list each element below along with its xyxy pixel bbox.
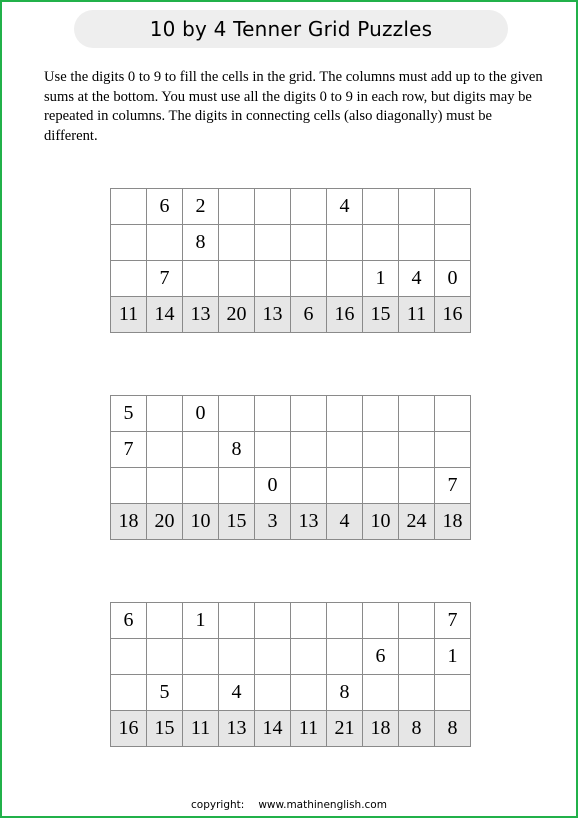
grid-cell[interactable]	[363, 225, 399, 261]
copyright-label: copyright:	[191, 799, 245, 811]
grid-cell[interactable]: 0	[183, 396, 219, 432]
grid-cell[interactable]	[399, 432, 435, 468]
grid-cell[interactable]	[363, 468, 399, 504]
grid-cell[interactable]	[147, 396, 183, 432]
grid-row	[111, 225, 471, 261]
title-banner	[74, 10, 508, 48]
grid-cell[interactable]	[291, 468, 327, 504]
grid-cell[interactable]	[219, 396, 255, 432]
grid-cell[interactable]: 4	[327, 189, 363, 225]
grid-cell[interactable]	[327, 603, 363, 639]
grid-cell[interactable]	[255, 225, 291, 261]
column-sum-cell: 18	[363, 711, 399, 747]
column-sum-cell: 18	[435, 504, 471, 540]
grid-cell[interactable]	[291, 603, 327, 639]
page-title: 10 by 4 Tenner Grid Puzzles	[149, 17, 433, 41]
column-sum-cell: 8	[435, 711, 471, 747]
grid-cell[interactable]	[255, 603, 291, 639]
column-sums-row	[111, 711, 471, 747]
grid-cell[interactable]	[363, 189, 399, 225]
grid-cell[interactable]	[435, 189, 471, 225]
column-sum-cell: 14	[255, 711, 291, 747]
column-sum-cell: 11	[183, 711, 219, 747]
tenner-grid-puzzle-2	[110, 395, 471, 540]
grid-cell[interactable]	[363, 432, 399, 468]
grid-cell[interactable]	[147, 603, 183, 639]
grid-cell[interactable]: 6	[147, 189, 183, 225]
column-sums-row	[111, 504, 471, 540]
column-sum-cell: 18	[111, 504, 147, 540]
column-sum-cell: 20	[219, 297, 255, 333]
grid-cell[interactable]	[399, 603, 435, 639]
column-sum-cell: 16	[435, 297, 471, 333]
tenner-grid-puzzle-1	[110, 188, 471, 333]
grid-cell[interactable]	[399, 639, 435, 675]
grid-cell[interactable]	[291, 225, 327, 261]
tenner-grid-puzzle-3	[110, 602, 471, 747]
grid-row	[111, 675, 471, 711]
grid-cell[interactable]	[111, 639, 147, 675]
grid-cell[interactable]	[327, 468, 363, 504]
grid-cell[interactable]: 7	[111, 432, 147, 468]
grid-cell[interactable]	[435, 675, 471, 711]
grid-cell[interactable]	[219, 603, 255, 639]
grid-cell[interactable]	[291, 261, 327, 297]
grid-cell[interactable]	[327, 225, 363, 261]
grid-cell[interactable]: 7	[147, 261, 183, 297]
grid-cell[interactable]	[435, 432, 471, 468]
grid-cell[interactable]: 6	[111, 603, 147, 639]
grid-cell[interactable]	[183, 261, 219, 297]
grid-cell[interactable]: 8	[219, 432, 255, 468]
grid-cell[interactable]	[147, 639, 183, 675]
grid-cell[interactable]	[111, 189, 147, 225]
grid-cell[interactable]	[111, 675, 147, 711]
grid-cell[interactable]	[327, 432, 363, 468]
column-sum-cell: 10	[183, 504, 219, 540]
grid-cell[interactable]	[219, 189, 255, 225]
grid-cell[interactable]	[111, 468, 147, 504]
grid-cell[interactable]	[291, 189, 327, 225]
grid-cell[interactable]: 0	[255, 468, 291, 504]
grid-cell[interactable]	[399, 225, 435, 261]
column-sum-cell: 13	[255, 297, 291, 333]
column-sum-cell: 11	[291, 711, 327, 747]
grid-cell[interactable]	[111, 225, 147, 261]
grid-cell[interactable]	[183, 639, 219, 675]
grid-row	[111, 468, 471, 504]
grid-cell[interactable]	[255, 189, 291, 225]
grid-cell[interactable]	[363, 396, 399, 432]
column-sum-cell: 13	[183, 297, 219, 333]
grid-cell[interactable]	[291, 396, 327, 432]
column-sum-cell: 14	[147, 297, 183, 333]
column-sum-cell: 13	[291, 504, 327, 540]
grid-cell[interactable]	[147, 468, 183, 504]
grid-cell[interactable]	[291, 639, 327, 675]
grid-cell[interactable]	[327, 261, 363, 297]
grid-row	[111, 189, 471, 225]
column-sum-cell: 4	[327, 504, 363, 540]
grid-cell[interactable]	[327, 639, 363, 675]
column-sum-cell: 15	[219, 504, 255, 540]
grid-cell[interactable]: 4	[399, 261, 435, 297]
grid-cell[interactable]: 4	[219, 675, 255, 711]
grid-cell[interactable]	[219, 261, 255, 297]
grid-cell[interactable]	[255, 432, 291, 468]
footer	[2, 799, 576, 811]
column-sum-cell: 11	[111, 297, 147, 333]
grid-row	[111, 432, 471, 468]
grid-cell[interactable]: 1	[363, 261, 399, 297]
column-sums-row	[111, 297, 471, 333]
grid-cell[interactable]: 5	[111, 396, 147, 432]
website-link[interactable]: www.mathinenglish.com	[258, 799, 387, 811]
grid-cell[interactable]	[399, 189, 435, 225]
grid-cell[interactable]	[363, 675, 399, 711]
grid-cell[interactable]	[399, 396, 435, 432]
grid-cell[interactable]	[435, 396, 471, 432]
grid-cell[interactable]	[183, 675, 219, 711]
grid-cell[interactable]	[219, 468, 255, 504]
grid-cell[interactable]: 5	[147, 675, 183, 711]
grid-cell[interactable]: 0	[435, 261, 471, 297]
grid-cell[interactable]	[147, 225, 183, 261]
grid-row	[111, 261, 471, 297]
grid-cell[interactable]	[219, 639, 255, 675]
grid-cell[interactable]	[147, 432, 183, 468]
grid-cell[interactable]: 8	[327, 675, 363, 711]
column-sum-cell: 8	[399, 711, 435, 747]
grid-cell[interactable]: 1	[435, 639, 471, 675]
grid-cell[interactable]	[255, 639, 291, 675]
column-sum-cell: 3	[255, 504, 291, 540]
grid-cell[interactable]	[291, 675, 327, 711]
column-sum-cell: 16	[111, 711, 147, 747]
instructions-text: Use the digits 0 to 9 to fill the cells in the grid. The columns must add up to the given sums at the bottom. You must use all the digits 0 to 9 in each row, but digits may be repeated in columns. The digits in connecting cells (also diagonally) must be different.	[44, 69, 543, 144]
grid-cell[interactable]	[255, 261, 291, 297]
grid-cell[interactable]	[111, 261, 147, 297]
grid-cell[interactable]	[219, 225, 255, 261]
grid-cell[interactable]: 1	[183, 603, 219, 639]
grid-cell[interactable]	[183, 468, 219, 504]
grid-row	[111, 603, 471, 639]
column-sum-cell: 20	[147, 504, 183, 540]
column-sum-cell: 15	[363, 297, 399, 333]
grid-cell[interactable]	[291, 432, 327, 468]
column-sum-cell: 16	[327, 297, 363, 333]
column-sum-cell: 10	[363, 504, 399, 540]
grid-cell[interactable]	[399, 675, 435, 711]
grid-cell[interactable]	[399, 468, 435, 504]
grid-cell[interactable]	[255, 675, 291, 711]
grid-cell[interactable]	[363, 603, 399, 639]
grid-cell[interactable]: 2	[183, 189, 219, 225]
grid-cell[interactable]	[255, 396, 291, 432]
grid-cell[interactable]: 6	[363, 639, 399, 675]
column-sum-cell: 21	[327, 711, 363, 747]
column-sum-cell: 13	[219, 711, 255, 747]
grid-row	[111, 396, 471, 432]
column-sum-cell: 11	[399, 297, 435, 333]
grid-cell[interactable]	[183, 432, 219, 468]
column-sum-cell: 24	[399, 504, 435, 540]
column-sum-cell: 6	[291, 297, 327, 333]
grid-cell[interactable]: 7	[435, 603, 471, 639]
grid-cell[interactable]: 8	[183, 225, 219, 261]
grid-row	[111, 639, 471, 675]
grid-cell[interactable]: 7	[435, 468, 471, 504]
grid-cell[interactable]	[327, 396, 363, 432]
column-sum-cell: 15	[147, 711, 183, 747]
grid-cell[interactable]	[435, 225, 471, 261]
